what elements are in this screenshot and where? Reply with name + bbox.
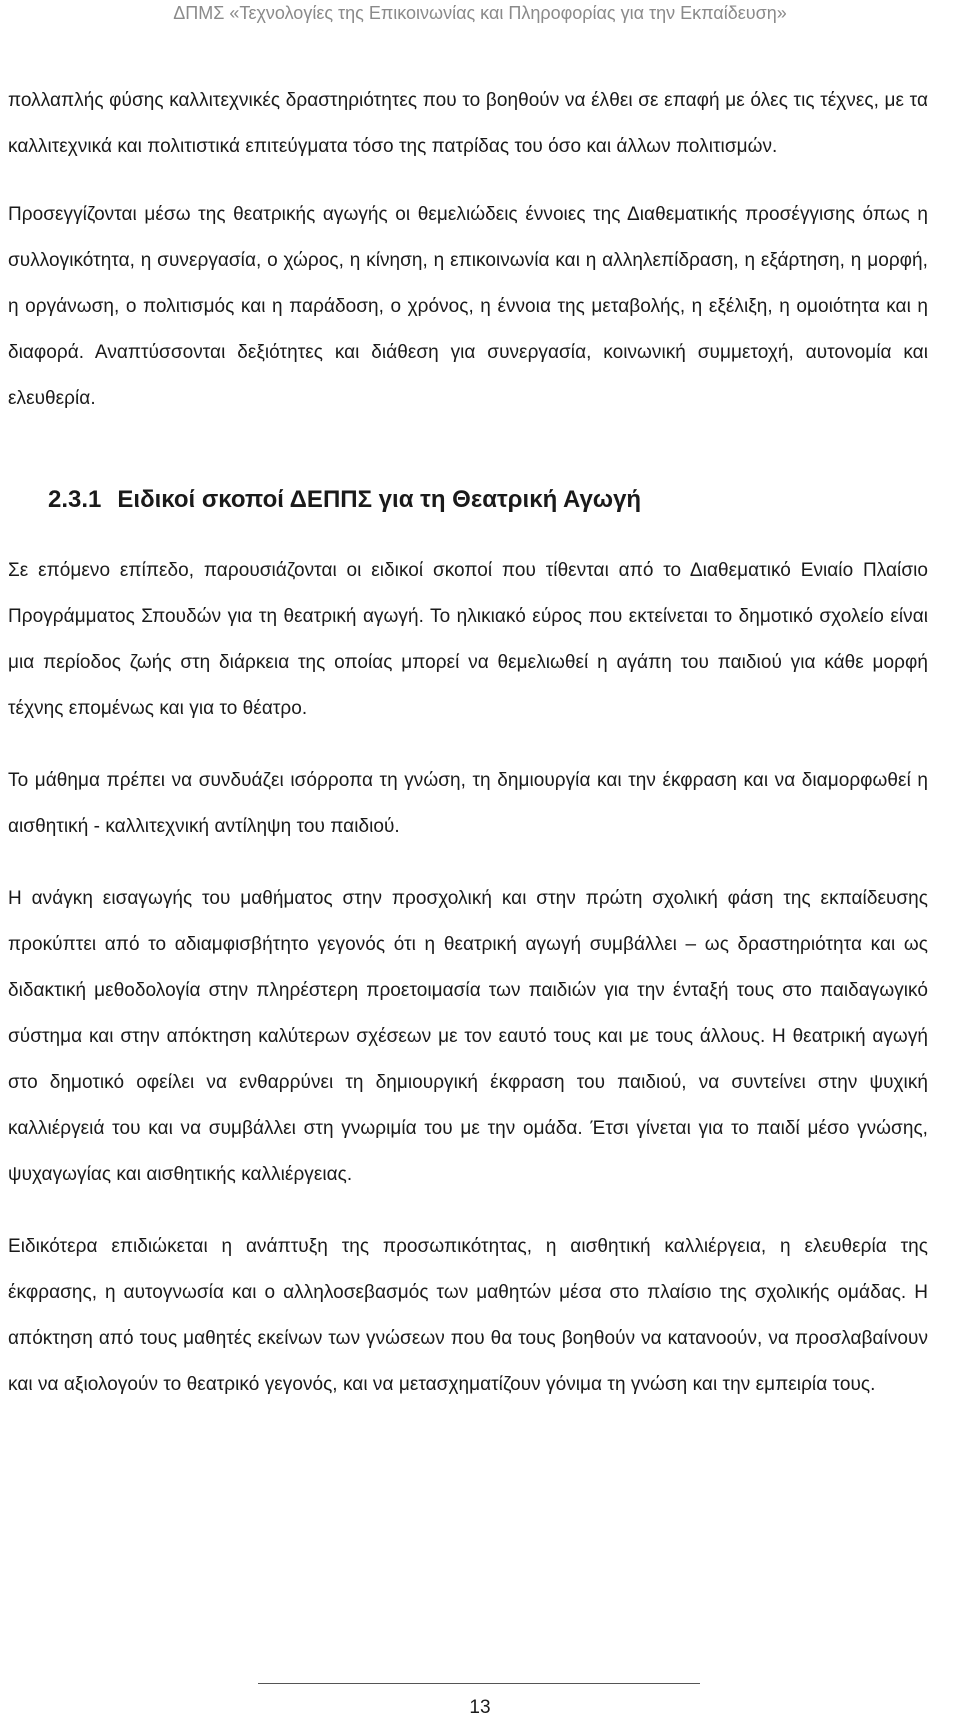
paragraph-specific-aims: Σε επόμενο επίπεδο, παρουσιάζονται οι ειδικοί σκοποί που τίθενται από το Διαθεματικό Ενιαίο Πλαίσιο Προγράμματος Σπουδών για τη θεατρική αγωγή. Το ηλικιακό εύρος που εκτείνεται το δημοτικό σχολείο είναι μια περίοδος ζωής στη διάρκεια της οποίας μπορεί να θεμελιωθεί η αγάπη του παιδιού για κάθε μορφή τέχνης επομένως και για το θέατρο. — [8, 560, 928, 719]
section-number: 2.3.1 — [48, 486, 102, 513]
paragraph-thematic-concepts: Προσεγγίζονται μέσω της θεατρικής αγωγής οι θεμελιώδεις έννοιες της Διαθεματικής προσέγγισης όπως η συλλογικότητα, η συνεργασία, ο χώρος, η κίνηση, η επικοινωνία και η αλληλεπίδραση, η εξάρτηση, η μορφή, η οργάνωση, ο πολιτισμός και η παράδοση, ο χρόνος, η έννοια της μεταβολής, η εξέλιξη, η ομοιότητα και η διαφορά. Αναπτύσσονται δεξιότητες και διάθεση για συνεργασία, κοινωνική συμμετοχή, αυτονομία και ελευθερία. — [8, 204, 928, 409]
section-heading — [48, 480, 928, 520]
running-header: ΔΠΜΣ «Τεχνολογίες της Επικοινωνίας και Πληροφορίας για την Εκπαίδευση» — [173, 3, 787, 23]
paragraph-continued: πολλαπλής φύσης καλλιτεχνικές δραστηριότητες που το βοηθούν να έλθει σε επαφή με όλες τις τέχνες, με τα καλλιτεχνικά και πολιτιστικά επιτεύγματα τόσο της πατρίδας του όσο και άλλων πολιτισμών. — [8, 90, 928, 157]
paragraph-specific-goals: Ειδικότερα επιδιώκεται η ανάπτυξη της προσωπικότητας, η αισθητική καλλιέργεια, η ελευθερία της έκφρασης, η αυτογνωσία και ο αλληλοσεβασμός των μαθητών μέσα στο πλαίσιο της σχολικής ομάδας. Η απόκτηση από τους μαθητές εκείνων των γνώσεων που θα τους βοηθούν να κατανοούν, να προσλαβαίνουν και να αξιολογούν το θεατρικό γεγονός, και να μετασχηματίζουν γόνιμα τη γνώση και την εμπειρία τους. — [8, 1236, 928, 1395]
page-number: 13 — [469, 1697, 491, 1718]
section-title: Ειδικοί σκοποί ΔΕΠΠΣ για τη Θεατρική Αγωγή — [117, 486, 642, 513]
paragraph-introduction-need: Η ανάγκη εισαγωγής του μαθήματος στην προσχολική και στην πρώτη σχολική φάση της εκπαίδευσης προκύπτει από το αδιαμφισβήτητο γεγονός ότι η θεατρική αγωγή συμβάλλει – ως δραστηριότητα και ως διδακτική μεθοδολογία στην πληρέστερη προετοιμασία των παιδιών για την ένταξή τους στο παιδαγωγικό σύστημα και στην απόκτηση καλύτερων σχέσεων με τον εαυτό τους και με τους άλλους. Η θεατρική αγωγή στο δημοτικό οφείλει να ενθαρρύνει τη δημιουργική έκφραση του παιδιού, να συντείνει στην ψυχική καλλιέργειά του και να συμβάλλει στη γνωριμία του με την ομάδα. Έτσι γίνεται για το παιδί μέσο γνώσης, ψυχαγωγίας και αισθητικής καλλιέργειας. — [8, 888, 928, 1185]
paragraph-lesson-balance: Το μάθημα πρέπει να συνδυάζει ισόρροπα τη γνώση, τη δημιουργία και την έκφραση και να διαμορφωθεί η αισθητική - καλλιτεχνική αντίληψη του παιδιού. — [8, 770, 928, 837]
footer-divider — [258, 1683, 700, 1684]
page-body — [8, 78, 928, 1434]
